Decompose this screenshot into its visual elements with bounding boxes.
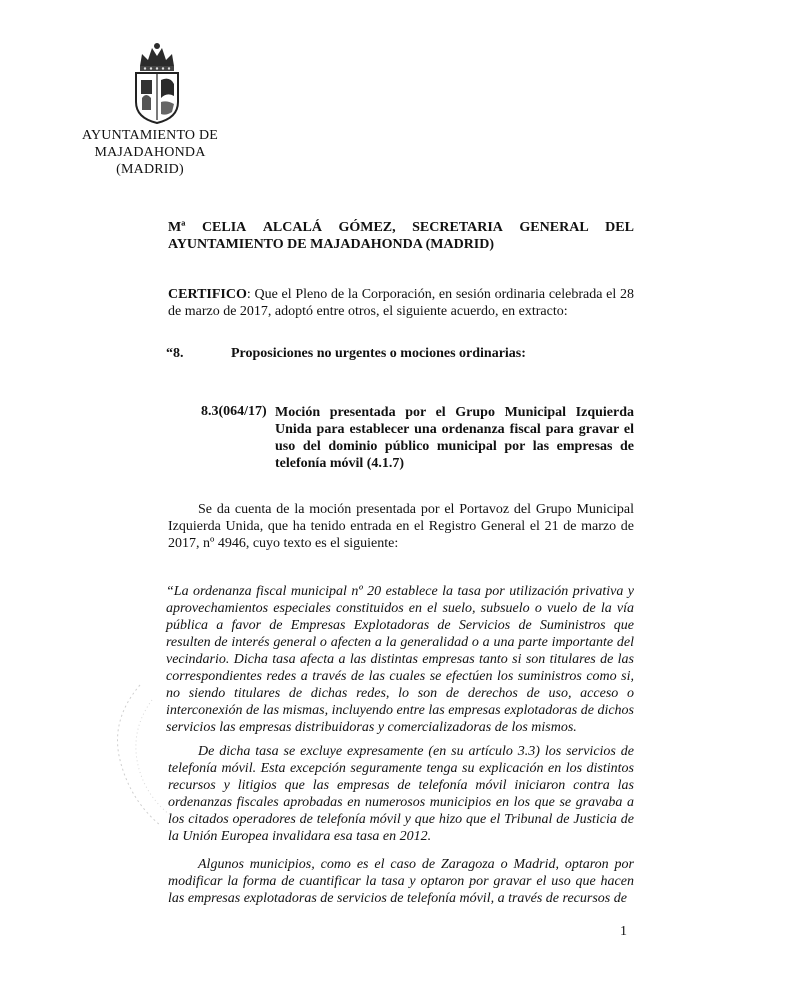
- institution-name: [60, 127, 240, 178]
- institution-line: MAJADAHONDA: [94, 145, 206, 160]
- institution-line: AYUNTAMIENTO DE: [81, 128, 219, 143]
- intro-paragraph: Se da cuenta de la moción presentada por el Portavoz del Grupo Municipal Izquierda Unida, que ha tenido entrada en el Registro General el 21 de marzo de 2017, nº 4946, cuyo texto es el siguiente:: [168, 502, 634, 551]
- institution-line: (MADRID): [116, 162, 184, 177]
- certification-paragraph: [168, 286, 634, 320]
- coat-of-arms-icon: [130, 40, 184, 124]
- page-number: 1: [620, 924, 627, 939]
- quote-paragraph-3: Algunos municipios, como es el caso de Zaragoza o Madrid, optaron por modificar la forma de cuantificar la tasa y optaron por gravar el uso que hacen las empresas explotadoras de servicios de telefonía móvil, a través de recursos de: [168, 857, 634, 906]
- certifier-heading: [168, 219, 634, 253]
- motion-number: 8.3(064/17): [201, 404, 267, 419]
- heading-word: CELIA: [201, 220, 247, 235]
- heading-word: GENERAL: [519, 220, 589, 235]
- heading-word: DEL: [605, 220, 634, 235]
- heading-word: GÓMEZ,: [338, 220, 396, 235]
- quote-paragraph-2: De dicha tasa se excluye expresamente (en su artículo 3.3) los servicios de telefonía móvil. Esta excepción seguramente tenga su explicación en los distintos recursos y litigios que las empresas de telefonía móvil iniciaron contra las ordenanzas fiscales aprobadas en numerosos municipios en los que se gravaba a los citados operadores de telefonía móvil y que hizo que el Tribunal de Justicia de la Unión Europea invalidara esa tasa en 2012.: [168, 744, 634, 844]
- heading-word: SECRETARIA: [412, 220, 503, 235]
- agenda-item-number: “8.: [166, 346, 184, 361]
- heading-line-2: AYUNTAMIENTO DE MAJADAHONDA (MADRID): [168, 237, 495, 252]
- motion-title: Moción presentada por el Grupo Municipal Izquierda Unida para establecer una ordenanza fiscal para gravar el uso del dominio público municipal por las empresas de telefonía móvil (4.1.7): [275, 405, 634, 471]
- heading-word: ALCALÁ: [262, 220, 322, 235]
- agenda-item-title: Proposiciones no urgentes o mociones ordinarias:: [231, 346, 526, 361]
- heading-word: Mª: [168, 220, 186, 235]
- certification-label: CERTIFICO: [168, 287, 247, 302]
- quote-paragraph-1: “La ordenanza fiscal municipal nº 20 establece la tasa por utilización privativa y aprovechamientos especiales constituidos en el suelo, subsuelo o vuelo de la vía pública a favor de Empresas Explotadoras de Servicios de Suministros que resulten de interés general o afecten a la generalidad o a una parte importante del vecindario. Dicha tasa afecta a las distintas empresas tanto si son titulares de las correspondientes redes a través de las cuales se efectúen los suministros como si, no siendo titulares de dichas redes, lo son de derechos de uso, acceso o interconexión de las mismas, incluyendo entre las empresas explotadoras de dichos servicios las empresas distribuidoras y comercializadoras de los mismos.: [166, 584, 634, 735]
- seal-stamp-icon: [100, 680, 210, 830]
- certification-text: : Que el Pleno de la Corporación, en sesión ordinaria celebrada el 28 de marzo de 2017, adoptó entre otros, el siguiente acuerdo, en extracto:: [168, 287, 634, 319]
